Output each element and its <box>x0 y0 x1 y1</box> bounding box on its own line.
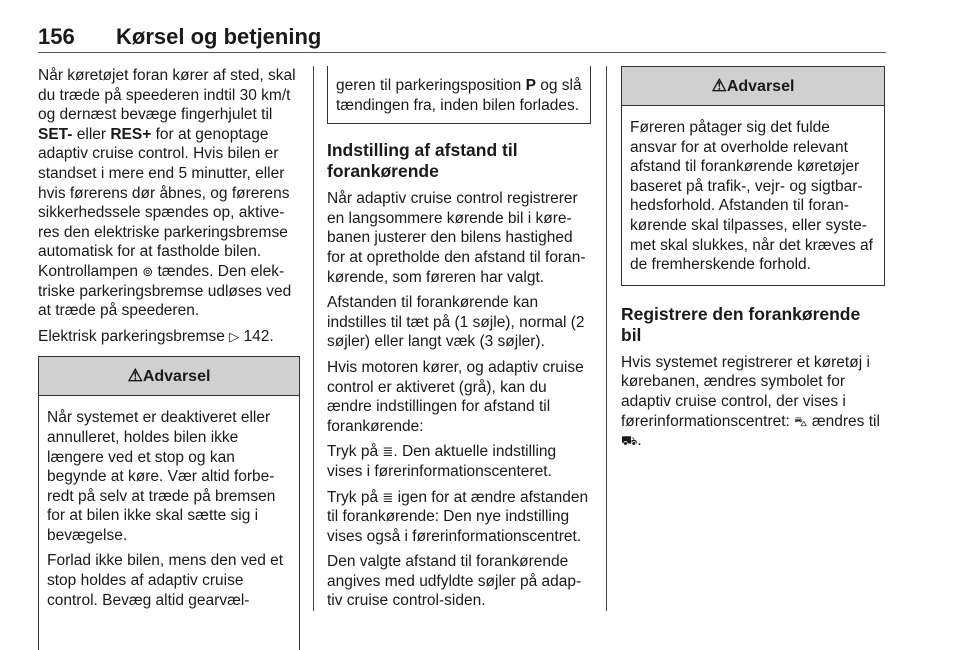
warning-box <box>38 356 300 650</box>
warning-header <box>39 357 299 396</box>
text: 142. <box>239 327 274 345</box>
paragraph <box>621 353 885 451</box>
vehicle-detected-icon: ⛟ <box>621 433 638 449</box>
text: Elektrisk parkeringsbremse <box>38 327 230 345</box>
text: Hvis systemet registrerer et køretøj i kørebanen, ændres symbolet for adaptiv cruise control, der vises i førerinformationscentret: <box>621 353 870 430</box>
warning-title: Advarsel <box>142 368 211 386</box>
warning-text <box>336 76 582 115</box>
page-header <box>38 22 886 53</box>
warning-body <box>39 396 299 620</box>
text: geren til parkeringsposition <box>336 77 526 94</box>
section-heading: Registrere den forankørende bil <box>621 303 861 345</box>
page-title: Kørsel og betjening <box>116 24 322 49</box>
text: tændes. Den elek-triske parkeringsbremse udløses ved at træde på speederen. <box>38 262 292 320</box>
warning-header <box>622 67 884 106</box>
text: ændres til <box>807 412 880 430</box>
column-divider <box>606 66 607 611</box>
warning-triangle-icon: ⚠ <box>127 366 143 386</box>
res-label: RES+ <box>110 125 152 143</box>
warning-body <box>622 106 884 285</box>
warning-title: Advarsel <box>726 78 795 95</box>
warning-box-continued <box>327 66 591 124</box>
text: igen for at ændre afstanden til forankørende: Den nye indstilling vises også i førerinformationscentret. <box>327 488 589 545</box>
paragraph <box>38 327 300 347</box>
text: og slå tændingen fra, inden bilen forlades. <box>336 77 582 114</box>
column-2 <box>327 66 591 617</box>
paragraph <box>327 488 591 547</box>
text: Når køretøjet foran kører af sted, skal du træde på speederen indtil 30 km/t og dernæst bevæge fingerhjulet til <box>38 67 296 124</box>
text: Tryk på <box>327 488 383 506</box>
text: . <box>637 432 642 450</box>
park-position-label: P <box>525 77 536 94</box>
warning-text: Føreren påtager sig det fulde ansvar for at overholde relevant afstand til forankørende køretøjer baseret på trafik-, vejr- og sigtbar-hedsforhold. Afstanden til foran-kørende skal tilpasses, eller syste-met skal slukkes, når det kræves af de fremherskende forhold. <box>630 119 873 274</box>
paragraph: Afstanden til forankørende kan indstilles til tæt på (1 søjle), normal (2 søjler) eller langt væk (3 søjler). <box>327 294 585 351</box>
text: eller <box>72 125 111 143</box>
text: Tryk på <box>327 443 383 461</box>
column-1 <box>38 66 300 650</box>
column-3 <box>621 66 885 457</box>
distance-button-icon: ≣ <box>382 444 394 460</box>
warning-text: Forlad ikke bilen, mens den ved et stop holdes af adaptiv cruise control. Bevæg altid gearvæl- <box>47 552 284 609</box>
distance-button-icon: ≣ <box>382 489 394 505</box>
page-number: 156 <box>38 24 75 49</box>
paragraph <box>38 66 300 321</box>
paragraph: Hvis motoren kører, og adaptiv cruise control er aktiveret (grå), kan du ændre indstillingen for afstand til forankørende: <box>327 358 584 435</box>
warning-triangle-icon: ⚠ <box>711 76 727 95</box>
warning-text: Når systemet er deaktiveret eller annulleret, holdes bilen ikke længere ved et stop og kan begynde at køre. Vær altid forbe-redt på selv at træde på bremsen for at bilen ikke skal sætte sig i bevægelse. <box>47 409 276 544</box>
paragraph: Den valgte afstand til forankørende angives med udfyldte søjler på adap-tiv cruise control-siden. <box>327 553 582 610</box>
section-heading: Indstilling af afstand til forankørende <box>327 140 518 182</box>
page-reference-icon: ▷ <box>229 328 240 344</box>
text: . Den aktuelle indstilling vises i førerinformationscenteret. <box>327 443 557 480</box>
text: for at genoptage adaptiv cruise control. Hvis bilen er standset i mere end 5 minutter, eller hvis førerens dør åbnes, og førerens sikkerhedssele spændes op, aktive-res den elektriske parkeringsbremse automatisk for at fastholde bilen. Kontrollampen <box>38 125 290 280</box>
cruise-control-icon: ⛍ <box>794 413 808 429</box>
set-label: SET- <box>38 125 73 143</box>
column-divider <box>313 66 314 611</box>
paragraph <box>327 442 591 481</box>
warning-box <box>621 66 885 286</box>
paragraph: Når adaptiv cruise control registrerer en langsommere kørende bil i køre-banen justerer den bilens hastighed for at opretholde den afstand til foran-kørende, som føreren har valgt. <box>327 190 586 286</box>
indicator-lamp-icon: ⊚ <box>142 263 154 279</box>
